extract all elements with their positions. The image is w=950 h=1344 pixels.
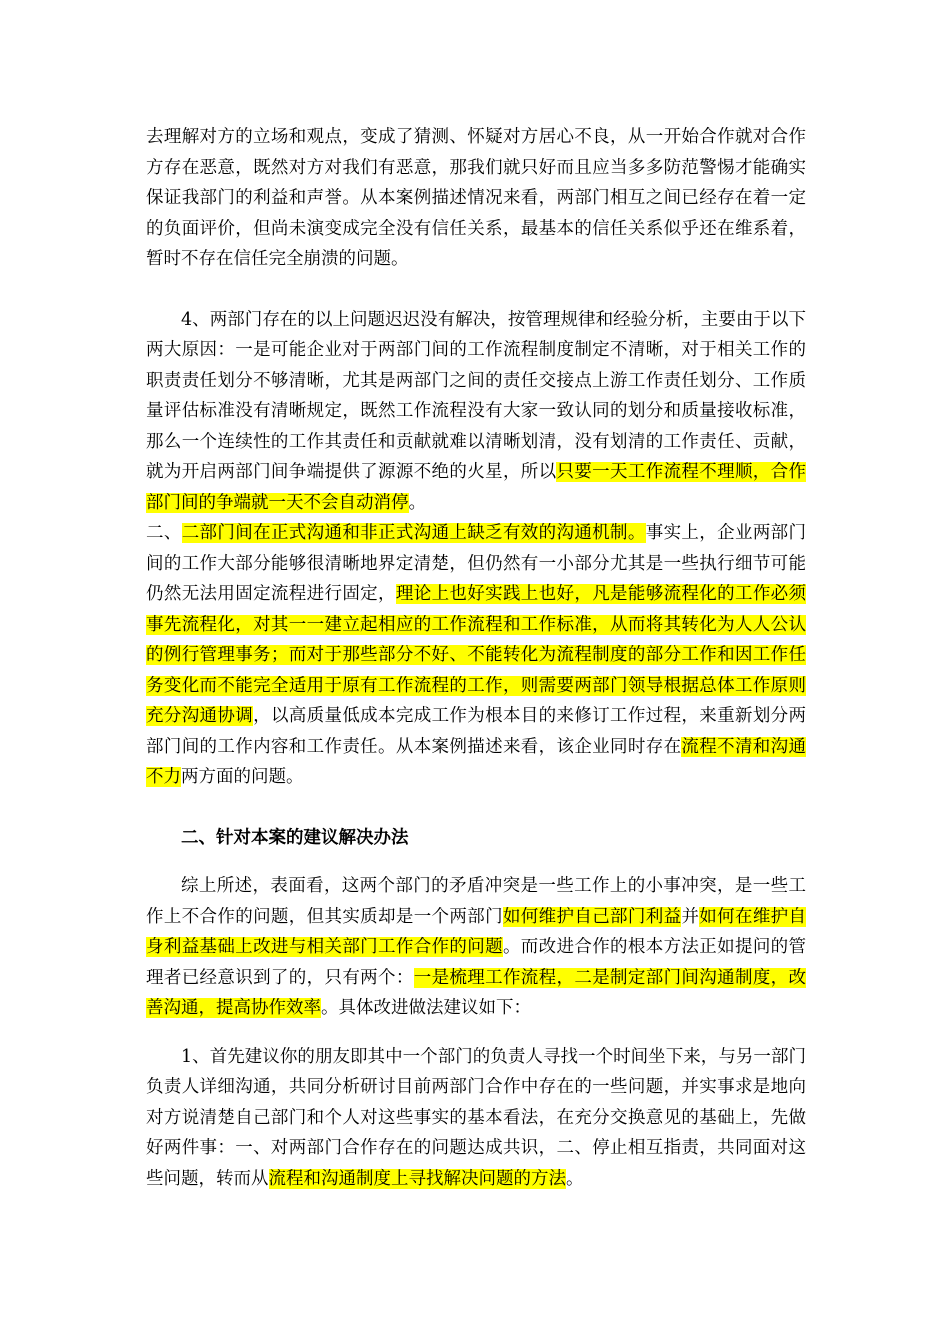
section-heading: 二、针对本案的建议解决办法 bbox=[181, 827, 409, 848]
highlighted-text: 理论上也好实践上也好，凡是能够流程化的工作必须事先流程化，对其一一建立起相应的工作流程和工作标准，从而将其转化为人人公认的例行管理事务；而对于那些部分不好、不能转化为流程制度的部分工作和因工作任务变化而不能完全适用于原有工作流程的工作，则需要两部门领导根据总体工作原则充分沟通协调 bbox=[146, 584, 807, 726]
highlighted-text: 流程不清和沟通不力 bbox=[146, 736, 807, 787]
paragraph-text: 两方面的问题。 bbox=[181, 767, 304, 787]
paragraph-causes bbox=[146, 305, 806, 519]
highlighted-text: 二部门间在正式沟通和非正式沟通上缺乏有效的沟通机制。 bbox=[181, 523, 646, 543]
highlighted-text: 如何在维护自身利益基础上改进与相关部门工作合作的问题 bbox=[146, 906, 807, 957]
paragraph-suggestion-1 bbox=[146, 1042, 806, 1195]
paragraph-communication bbox=[146, 518, 806, 793]
paragraph-text: 去理解对方的立场和观点，变成了猜测、怀疑对方居心不良，从一开始合作就对合作方存在恶意，既然对方对我们有恶意，那我们就只好而且应当多多防范警惕才能确实保证我部门的利益和声誉。从本案例描述情况来看，两部门相互之间已经存在着一定的负面评价，但尚未演变成完全没有信任关系，最基本的信任关系似乎还在维系着，暂时不存在信任完全崩溃的问题。 bbox=[146, 127, 806, 269]
paragraph-text: 综上所述，表面看，这两个部门的矛盾冲突是一些工作上的小事冲突，是一些工作上不合作的问题，但其实质却是一个两部门 bbox=[146, 876, 806, 927]
paragraph-text: 事实上，企业两部门间的工作大部分能够很清晰地界定清楚，但仍然有一小部分尤其是一些执行细节可能仍然无法用固定流程进行固定， bbox=[146, 523, 807, 604]
paragraph-text: 并 bbox=[681, 906, 700, 927]
paragraph-text: 。具体改进做法建议如下： bbox=[321, 998, 531, 1018]
paragraph-text: 1、首先建议你的朋友即其中一个部门的负责人寻找一个时间坐下来，与另一部门负责人详细沟通，共同分析研讨目前两部门合作中存在的一些问题，并实事求是地向对方说清楚自己部门和个人对这些事实的基本看法，在充分交换意见的基础上，先做好两件事：一、对两部门合作存在的问题达成共识，二、停止相互指责，共同面对这些问题，转而从 bbox=[146, 1046, 806, 1189]
paragraph-text: 4、两部门存在的以上问题迟迟没有解决，按管理规律和经验分析，主要由于以下两大原因：一是可能企业对于两部门间的工作流程制度制定不清晰，对于相关工作的职责责任划分不够清晰，尤其是两部门之间的责任交接点上游工作责任划分、工作质量评估标准没有清晰规定，既然工作流程没有大家一致认同的划分和质量接收标准，那么一个连续性的工作其责任和贡献就难以清晰划清，没有划清的工作责任、贡献，就为开启两部门间争端提供了源源不绝的火星，所以 bbox=[146, 309, 806, 482]
highlighted-text: 只要一天工作流程不理顺，合作部门间的争端就一天不会自动消停 bbox=[146, 462, 806, 513]
paragraph-text: 。而改进合作的根本方法正如提问的管理者已经意识到了的，只有两个： bbox=[146, 937, 807, 988]
paragraph-text: 。 bbox=[566, 1168, 584, 1189]
highlighted-text: 一是梳理工作流程，二是制定部门间沟通制度，改善沟通，提高协作效率 bbox=[146, 967, 807, 1018]
paragraph-summary bbox=[146, 871, 806, 1024]
highlighted-text: 如何维护自己部门利益 bbox=[502, 906, 682, 927]
highlighted-text: 流程和沟通制度上寻找解决问题的方法 bbox=[268, 1168, 566, 1189]
paragraph-text: 。 bbox=[408, 492, 426, 513]
paragraph-text: ，以高质量低成本完成工作为根本目的来修订工作过程，来重新划分两部门间的工作内容和工作责任。从本案例描述来看，该企业同时存在 bbox=[146, 706, 807, 757]
paragraph-trust bbox=[146, 122, 806, 275]
paragraph-text: 二、 bbox=[146, 523, 182, 543]
document-body bbox=[146, 122, 806, 1194]
